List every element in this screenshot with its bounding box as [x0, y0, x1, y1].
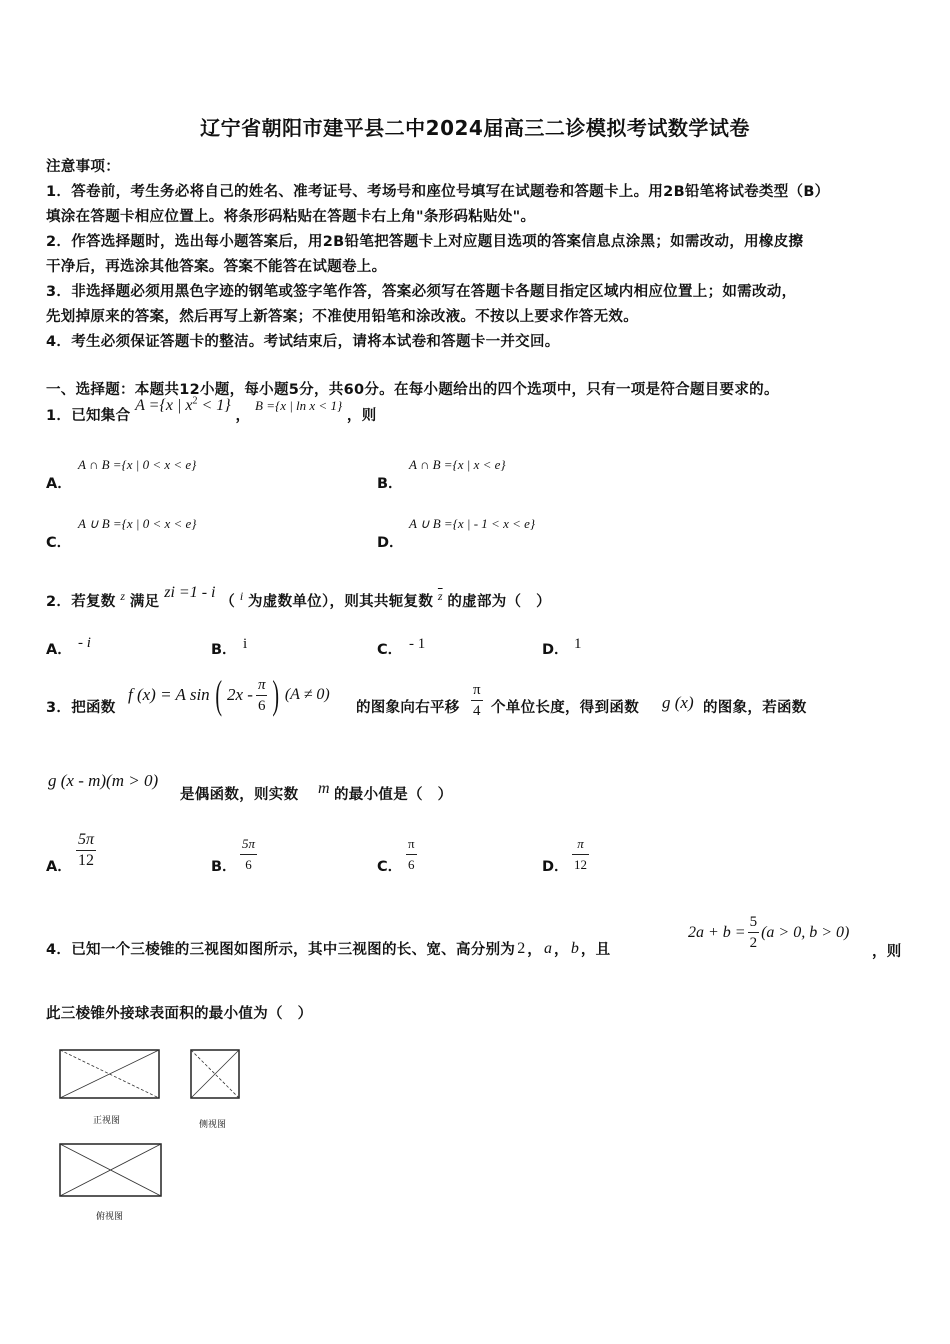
q4-v1: 2: [517, 939, 526, 957]
q1-set-a: A ={x | $x^2 < 1$}: [135, 395, 231, 414]
q3-m: m: [318, 780, 330, 797]
q1-option-a-text: A ∩ B ={x | 0 < x < e}: [78, 457, 197, 472]
q2-equation: zi =1 - i: [164, 584, 216, 601]
q2-zbar: z: [437, 589, 443, 603]
q1-set-b: B ={x | ln x < 1}: [255, 398, 343, 413]
q3-line2-expr: g (x - m)(m > 0): [48, 771, 159, 790]
q2-suffix: 的虚部为（ ）: [447, 594, 551, 610]
q2-option-d-text: 1: [574, 636, 582, 652]
q3-f-inner: 2x -: [227, 685, 253, 704]
question-1-stem: [46, 395, 377, 425]
notice-line-4: 干净后，再选涂其他答案。答案不能答在试题卷上。: [46, 259, 387, 275]
q2-i: i: [239, 589, 244, 603]
q2-option-a-label[interactable]: A．: [46, 642, 72, 658]
q3-pi-over-6: $\frac{\pi}{6}$: [257, 676, 266, 714]
top-view: [60, 1144, 161, 1196]
q3-mid3: 的图象，若函数: [703, 700, 807, 716]
q3-line2-tail: 的最小值是（ ）: [334, 787, 453, 803]
front-view-label: 正视图: [93, 1116, 121, 1126]
q3-f-left: f (x) = A sin: [128, 685, 210, 704]
notice-line-6: 先划掉原来的答案，然后再写上新答案；不准使用铅笔和涂改液。不按以上要求作答无效。: [46, 309, 638, 325]
q4-v3: b: [570, 939, 579, 957]
q3-option-b-label[interactable]: B．: [211, 859, 237, 875]
side-view: [191, 1050, 239, 1098]
q2-mid2: （: [220, 594, 236, 610]
q4-c2: ，: [554, 942, 569, 958]
notice-heading: 注意事项：: [46, 159, 120, 175]
q3-line2-text: 是偶函数，则实数: [180, 787, 299, 803]
q3-paren-left: (: [215, 672, 222, 717]
q1-option-c-label[interactable]: C．: [46, 535, 72, 551]
q4-eq-frac: $\frac{5}{2}$: [749, 914, 758, 951]
top-view-label: 俯视图: [96, 1212, 124, 1222]
q2-option-b-text: i: [243, 636, 248, 652]
q4-v2: a: [544, 939, 552, 957]
q3-prefix: 3．把函数: [46, 700, 116, 716]
q1-option-d-text: A ∪ B ={x | - 1 < x < e}: [409, 516, 536, 531]
q4-c3: ，且: [580, 942, 611, 958]
q3-option-c-frac: $\frac{\pi}{6}$: [408, 836, 415, 872]
page-title: 辽宁省朝阳市建平县二中2024届高三二诊模拟考试数学试卷: [200, 116, 750, 140]
q3-option-d-frac: $\frac{\pi}{12}$: [574, 836, 587, 872]
front-view: [60, 1050, 159, 1098]
question-2-stem: [46, 584, 551, 611]
side-view-label: 侧视图: [199, 1120, 227, 1130]
q3-option-d-label[interactable]: D．: [542, 859, 569, 875]
q3-option-a-label[interactable]: A．: [46, 859, 72, 875]
notice-line-5: 3．非选择题必须用黑色字迹的钢笔或签字笔作答，答案必须写在答题卡各题目指定区域内相应位置上；如需改动，: [46, 284, 797, 300]
q2-z: z: [120, 589, 126, 603]
q1-option-b-text: A ∩ B ={x | x < e}: [409, 457, 506, 472]
q3-g: g (x): [662, 693, 694, 712]
q1-option-a-label[interactable]: A．: [46, 476, 72, 492]
q2-option-a-text: - i: [78, 635, 91, 651]
q4-suffix: ，则: [872, 944, 902, 960]
q2-option-c-text: - 1: [409, 636, 426, 652]
q4-prefix: 4．已知一个三棱锥的三视图如图所示，其中三视图的长、宽、高分别为: [46, 942, 516, 958]
question-4-stem: [46, 938, 610, 959]
section-heading: 一、选择题：本题共12小题，每小题5分，共60分。在每小题给出的四个选项中，只有一项是符合题目要求的。: [46, 382, 779, 398]
q1-prefix: 1．已知集合: [46, 408, 131, 424]
q3-paren-right: ): [272, 672, 280, 717]
notice-line-2: 填涂在答题卡相应位置上。将条形码粘贴在答题卡右上角"条形码粘贴处"。: [46, 209, 536, 225]
q3-mid1: 的图象向右平移: [356, 700, 460, 716]
q3-option-c-label[interactable]: C．: [377, 859, 403, 875]
q3-cond: (A ≠ 0): [284, 686, 330, 703]
q2-mid1: 满足: [129, 594, 160, 610]
notice-line-1: 1．答卷前，考生务必将自己的姓名、准考证号、考场号和座位号填写在试题卷和答题卡上。用2B铅笔将试卷类型（B）: [46, 184, 830, 200]
q3-option-a-frac: $\frac{5\pi}{12}$: [78, 831, 95, 869]
q4-eq-right: (a > 0, b > 0): [761, 923, 850, 941]
q1-sep: ，: [235, 408, 251, 424]
q1-option-c-text: A ∪ B ={x | 0 < x < e}: [78, 516, 197, 531]
q4-line2: 此三棱锥外接球表面积的最小值为（ ）: [46, 1006, 313, 1022]
three-views-figure: [55, 1045, 255, 1225]
q3-function: [128, 670, 330, 720]
q4-equation: [688, 912, 849, 953]
q2-option-d-label[interactable]: D．: [542, 642, 569, 658]
q2-option-c-label[interactable]: C．: [377, 642, 403, 658]
q4-c1: ，: [527, 942, 542, 958]
q3-shift: $\frac{\pi}{4}$: [473, 682, 481, 719]
notice-line-7: 4．考生必须保证答题卡的整洁。考试结束后，请将本试卷和答题卡一并交回。: [46, 334, 560, 350]
q2-mid3: 为虚数单位），则其共轭复数: [247, 594, 434, 610]
q1-option-d-label[interactable]: D．: [377, 535, 404, 551]
q3-option-b-frac: $\frac{5\pi}{6}$: [242, 836, 256, 872]
q3-mid2: 个单位长度，得到函数: [491, 700, 639, 716]
q2-option-b-label[interactable]: B．: [211, 642, 237, 658]
q2-prefix: 2．若复数: [46, 594, 116, 610]
notice-line-3: 2．作答选择题时，选出每小题答案后，用2B铅笔把答题卡上对应题目选项的答案信息点涂黑；如需改动，用橡皮擦: [46, 234, 804, 250]
q4-eq-left: 2a + b =: [688, 923, 746, 941]
q1-suffix: ，则: [346, 408, 377, 424]
q1-option-b-label[interactable]: B．: [377, 476, 403, 492]
